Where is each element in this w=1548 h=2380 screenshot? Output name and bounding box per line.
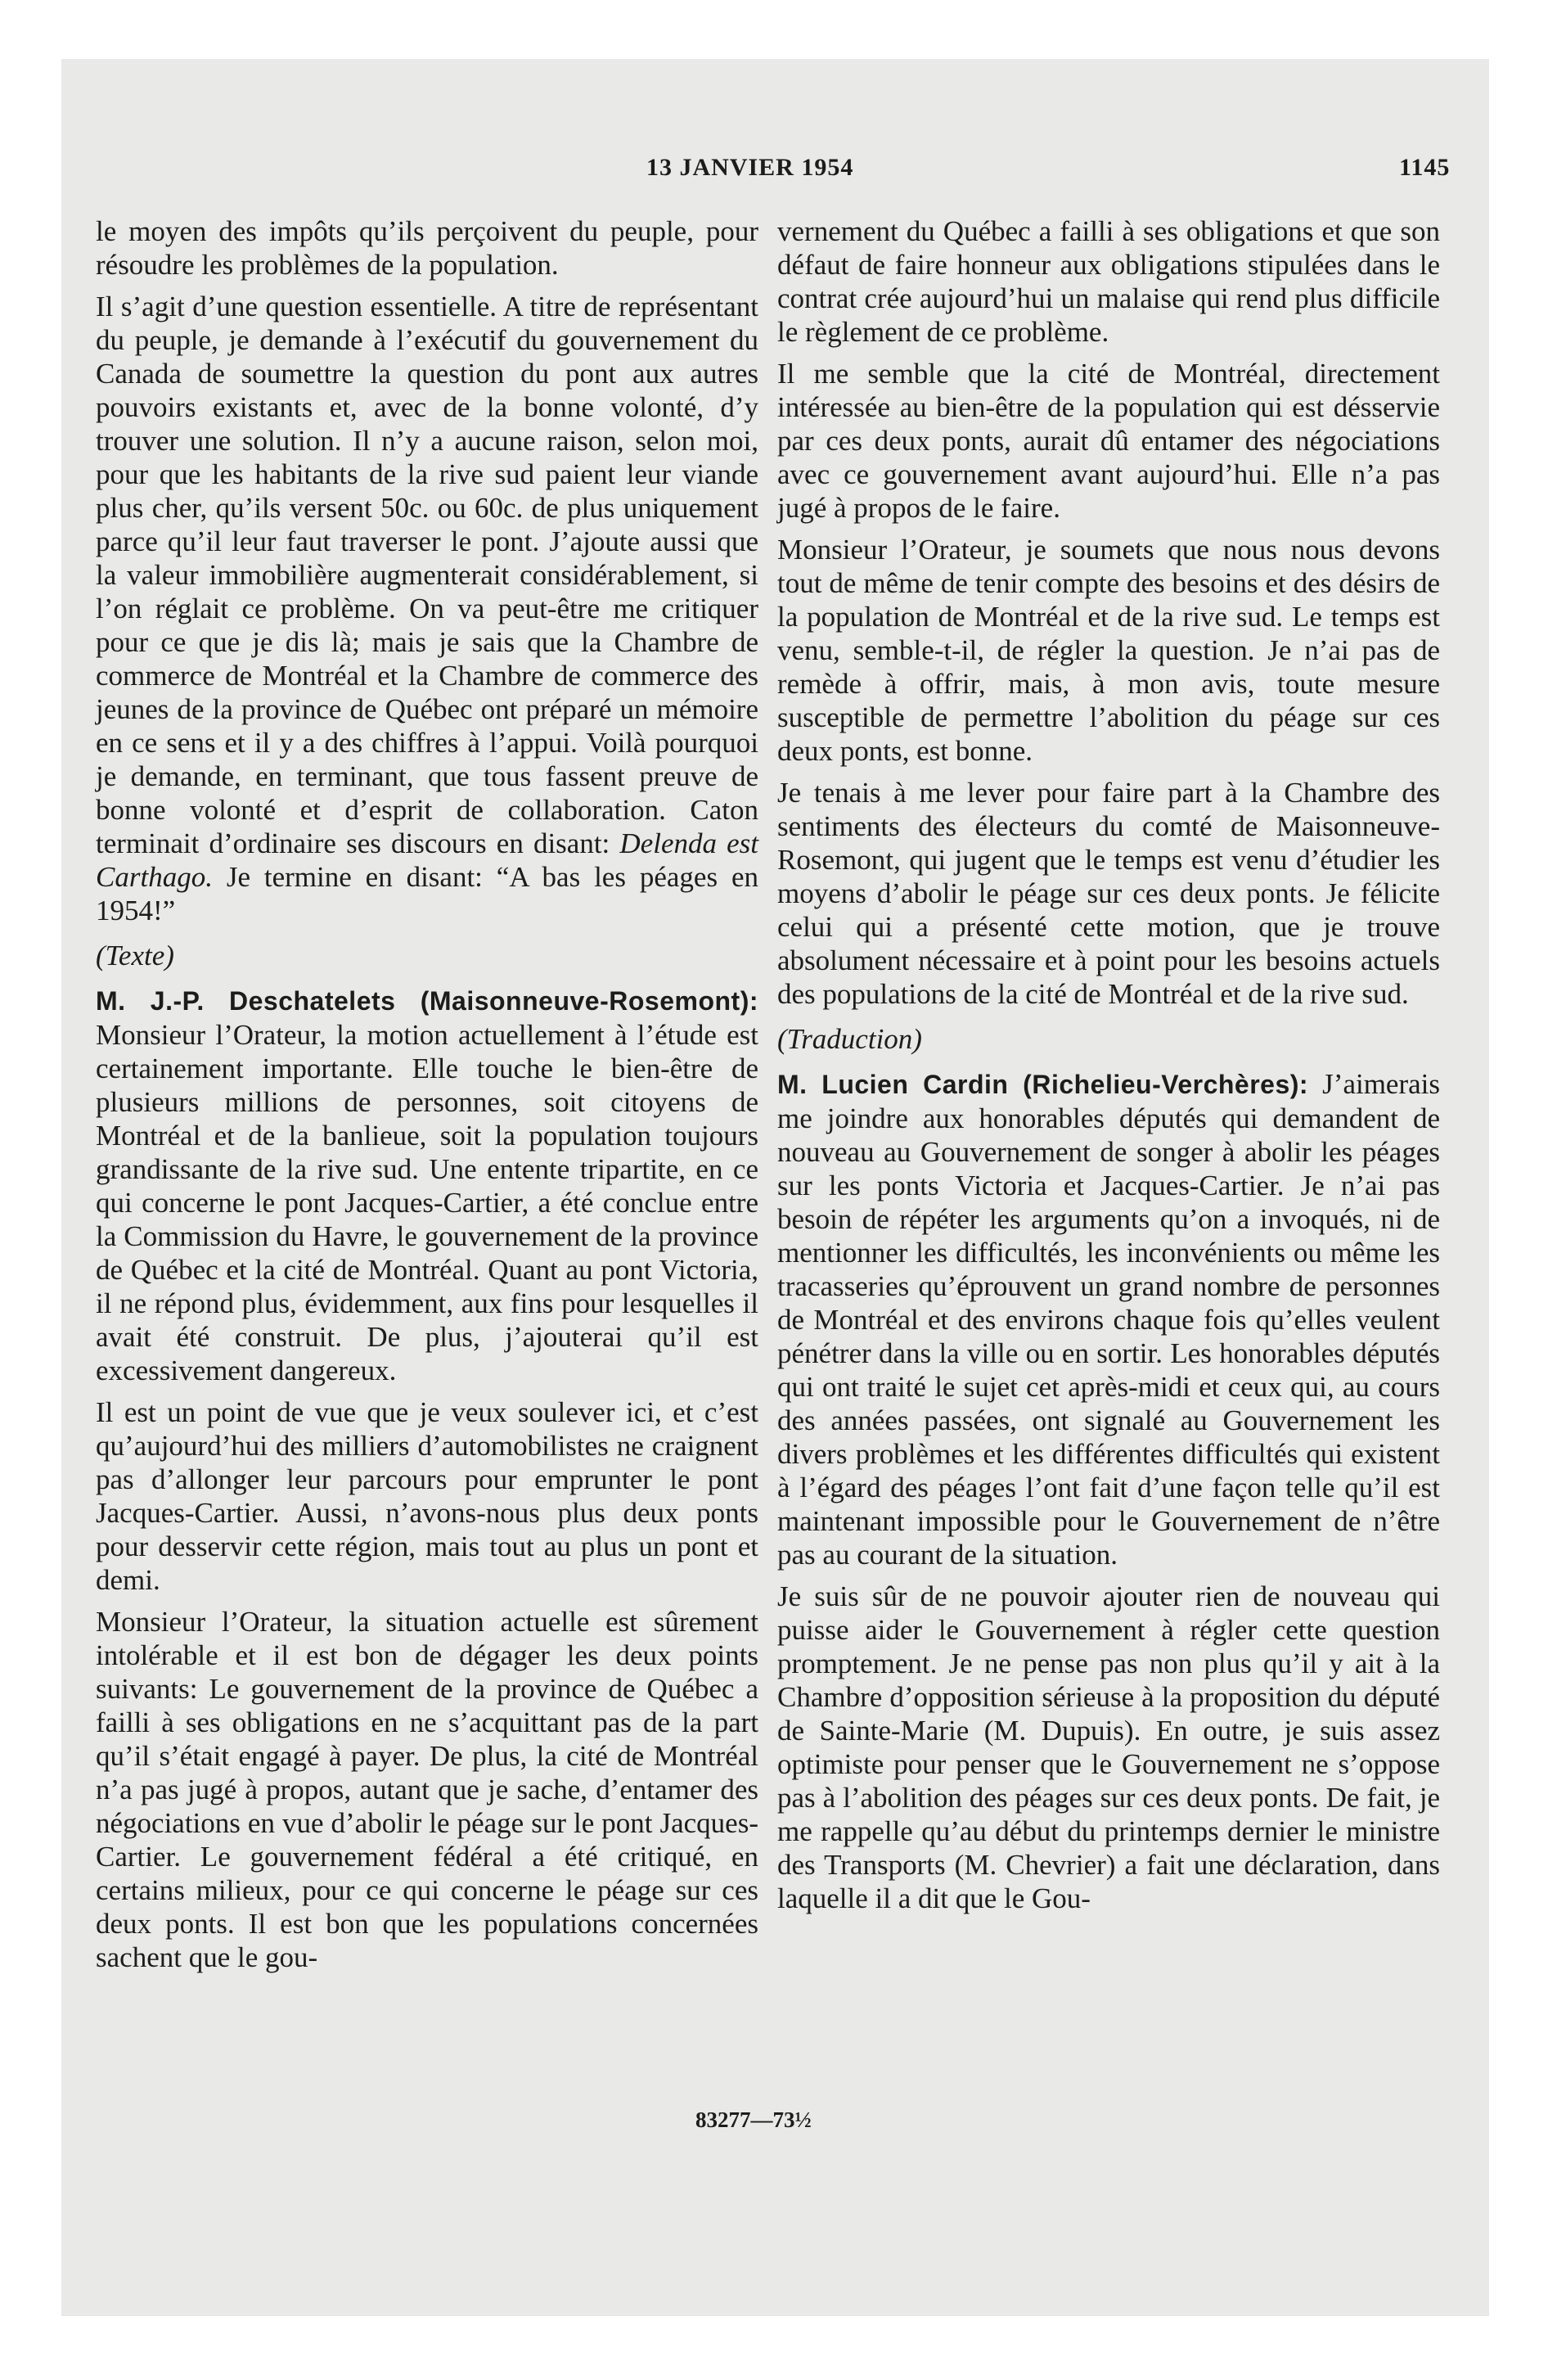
paragraph: Monsieur l’Orateur, la situation actuelle est sûrement intolérable et il est bon de dégager les deux points suivants: Le gouvernement de la province de Québec a failli à ses obligations en ne s’acquittant pas de la part qu’il s’était engagé à payer. De plus, la cité de Montréal n’a pas jugé à propos, autant que je sache, d’entamer des négociations en vue d’abolir le péage sur le pont Jacques-Cartier. Le gouvernement fédéral a été critiqué, en certains milieux, pour ce qui concerne le péage sur ces deux ponts. Il est bon que les populations concernées sachent que le gou-: [96, 1606, 758, 1973]
right-column: [777, 214, 1440, 1923]
paragraph-text: Monsieur l’Orateur, la motion actuellement à l’étude est certainement importante. Elle touche le bien-être de plusieurs millions de personnes, soit citoyens de Montréal et de la banlieue, soit la population toujours grandissante de la rive sud. Une entente tripartite, en ce qui concerne le pont Jacques-Cartier, a été conclue entre la Commission du Havre, le gouvernement de la province de Québec et la cité de Montréal. Quant au pont Victoria, il ne répond plus, évidemment, aux fins pour lesquelles il avait été construit. De plus, j’ajouterai qu’il est excessivement dangereux.: [96, 1019, 758, 1386]
paragraph: [777, 1067, 1440, 1571]
paragraph: Je tenais à me lever pour faire part à la Chambre des sentiments des électeurs du comté de Maisonneuve-Rosemont, qui jugent que le temps est venu d’étudier les moyens d’abolir le péage sur ces deux ponts. Je félicite celui qui a présenté cette motion, que je trouve absolument nécessaire et à point pour les besoins actuels des populations de la cité de Montréal et de la rive sud.: [777, 777, 1440, 1010]
speaker-name: M. J.-P. Deschatelets (Maisonneuve-Rosemont):: [96, 986, 758, 1016]
paragraph: Je suis sûr de ne pouvoir ajouter rien de nouveau qui puisse aider le Gouvernement à régler cette question promptement. Je ne pense pas non plus qu’il y ait à la Chambre d’opposition sérieuse à la proposition du député de Sainte-Marie (M. Dupuis). En outre, je suis assez optimiste pour penser que le Gouvernement ne s’oppose pas à l’abolition des péages sur ces deux ponts. De fait, je me rappelle qu’au début du printemps dernier le ministre des Transports (M. Chevrier) a fait une déclaration, dans laquelle il a dit que le Gou-: [777, 1580, 1440, 1914]
paragraph: Monsieur l’Orateur, je soumets que nous nous devons tout de même de tenir compte des besoins et des désirs de la population de Montréal et de la rive sud. Le temps est venu, semble-t-il, de régler la question. Je n’ai pas de remède à offrir, mais, à mon avis, toute mesure susceptible de permettre l’abolition du péage sur ces deux ponts, est bonne.: [777, 534, 1440, 767]
section-label-traduction: (Traduction): [777, 1023, 922, 1055]
paragraph-text: Il s’agit d’une question essentielle. A titre de représentant du peuple, je demande à l’exécutif du gouvernement du Canada de soumettre la question du pont aux autres pouvoirs existants et, avec de la bonne volonté, d’y trouver une solution. Il n’y a aucune raison, selon moi, pour que les habitants de la rive sud paient leur viande plus cher, qu’ils versent 50c. ou 60c. de plus uniquement parce qu’il leur faut traverser le pont. J’ajoute aussi que la valeur immobilière augmenterait considérablement, si l’on réglait ce problème. On va peut-être me critiquer pour ce que je dis là; mais je sais que la Chambre de commerce de Montréal et la Chambre de commerce des jeunes de la province de Québec ont préparé un mémoire en ce sens et il y a des chiffres à l’appui. Voilà pourquoi je demande, en terminant, que tous fassent preuve de bonne volonté et d’esprit de collaboration. Caton terminait d’ordinaire ses discours en disant:: [96, 291, 758, 859]
paragraph: [96, 290, 758, 927]
page-number: 1145: [1399, 154, 1451, 181]
paragraph: Il me semble que la cité de Montréal, directement intéressée au bien-être de la population qui est désservie par ces deux ponts, aurait dû entamer des négociations avec ce gouvernement avant aujourd’hui. Elle n’a pas jugé à propos de le faire.: [777, 358, 1440, 524]
speaker-name: M. Lucien Cardin (Richelieu-Verchères):: [777, 1070, 1309, 1099]
paragraph: Il est un point de vue que je veux soulever ici, et c’est qu’aujourd’hui des milliers d’automobilistes ne craignent pas d’allonger leur parcours pour emprunter le pont Jacques-Cartier. Aussi, n’avons-nous plus deux ponts pour desservir cette région, mais tout au plus un pont et demi.: [96, 1396, 758, 1596]
paragraph: vernement du Québec a failli à ses obligations et que son défaut de faire honneur aux obligations stipulées dans le contrat crée aujourd’hui un malaise qui rend plus difficile le règlement de ce problème.: [777, 215, 1440, 348]
left-column: [96, 214, 758, 1982]
latin-quote: Delenda est Carthago.: [96, 827, 759, 893]
header-date: 13 JANVIER 1954: [646, 154, 854, 181]
paragraph: le moyen des impôts qu’ils perçoivent du peuple, pour résoudre les problèmes de la population.: [96, 215, 758, 281]
paragraph: [96, 984, 758, 1387]
footer-code: 83277—73½: [695, 2107, 812, 2132]
paragraph-text: J’aimerais me joindre aux honorables députés qui demandent de nouveau au Gouvernement de songer à abolir les péages sur les ponts Victoria et Jacques-Cartier. Je n’ai pas besoin de répéter les arguments qu’on a invoqués, ni de mentionner les difficultés, les inconvénients ou même les tracasseries qu’éprouvent un grand nombre de personnes de Montréal et des environs chaque fois qu’elles veulent pénétrer dans la ville ou en sortir. Les honorables députés qui ont traité le sujet cet après-midi et ceux qui, au cours des années passées, ont signalé au Gouvernement les divers problèmes et les différentes difficultés qui existent à l’égard des péages l’ont fait d’une façon telle qu’il est maintenant impossible pour le Gouvernement de n’être pas au courant de la situation.: [777, 1068, 1441, 1571]
paragraph-text: Je termine en disant: “A bas les péages en 1954!”: [96, 861, 758, 926]
section-label-texte: (Texte): [96, 940, 174, 971]
